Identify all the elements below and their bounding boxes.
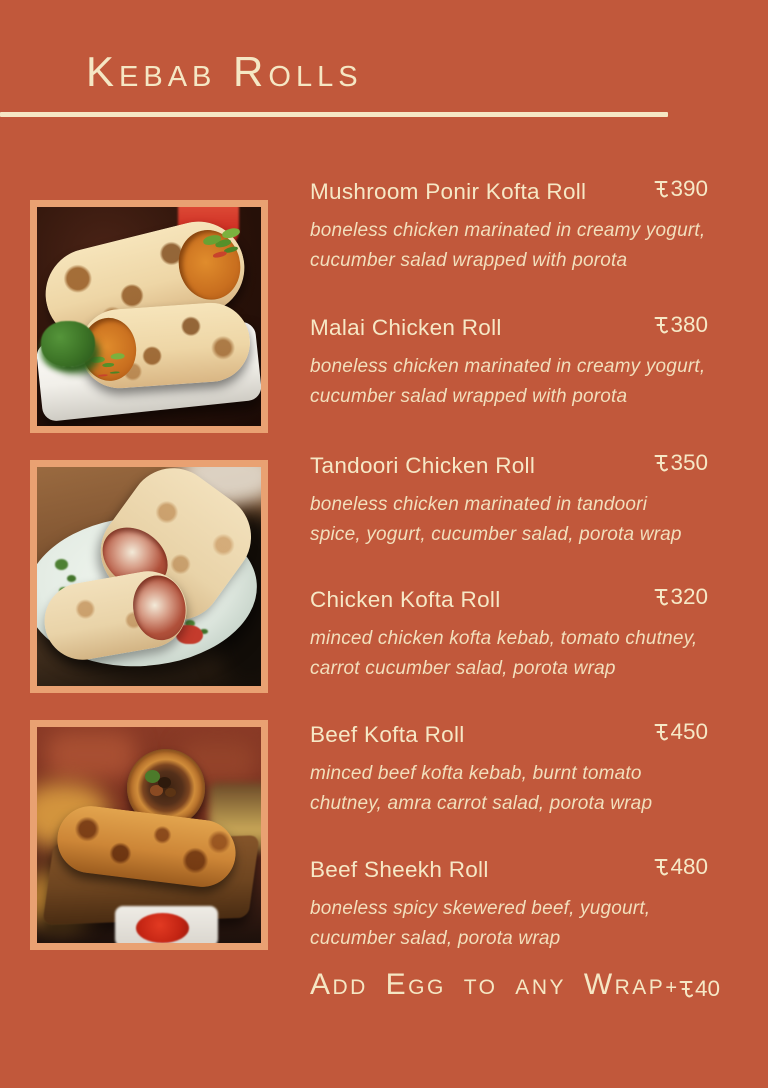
item-description-line: spice, yogurt, cucumber salad, porota wrap	[310, 524, 682, 545]
brick-wall-shape	[46, 731, 136, 779]
menu-item	[310, 312, 708, 412]
item-price-value: 350	[670, 450, 708, 475]
item-description	[310, 490, 708, 550]
item-price	[654, 719, 708, 745]
item-price	[654, 854, 708, 880]
title-underline-rule	[0, 112, 668, 117]
menu-item	[310, 719, 708, 819]
addon-price	[665, 976, 720, 1002]
plus-sign: +	[665, 977, 678, 999]
menu-photo-frame-2	[30, 460, 268, 693]
item-name: Beef Kofta Roll	[310, 722, 465, 747]
item-description-line: boneless chicken marinated in tandoori	[310, 494, 648, 515]
taka-currency-icon	[654, 722, 668, 742]
menu-photo-frame-3	[30, 720, 268, 950]
item-price-value: 390	[670, 176, 708, 201]
item-description	[310, 216, 708, 276]
item-description-line: boneless chicken marinated in creamy yogurt,	[310, 220, 706, 241]
menu-photo-frame-1	[30, 200, 268, 433]
page-title: Kebab Rolls	[86, 48, 363, 95]
item-description-line: boneless chicken marinated in creamy yogurt,	[310, 356, 706, 377]
item-name: Mushroom Ponir Kofta Roll	[310, 179, 587, 204]
item-description-line: minced chicken kofta kebab, tomato chutney,	[310, 628, 698, 649]
taka-currency-icon	[654, 587, 668, 607]
item-price	[654, 450, 708, 476]
item-description	[310, 624, 708, 684]
taka-currency-icon	[654, 179, 668, 199]
addon-price-value: 40	[695, 975, 721, 1001]
item-description	[310, 894, 708, 954]
item-price-value: 480	[670, 854, 708, 879]
item-description-line: chutney, amra carrot salad, porota wrap	[310, 793, 653, 814]
parsley-garnish-shape	[41, 321, 95, 367]
item-price	[654, 312, 708, 338]
item-price-value: 380	[670, 312, 708, 337]
beef-rolls-photo	[37, 727, 261, 943]
item-description-line: cucumber salad wrapped with porota	[310, 386, 628, 407]
wrap-halves-photo	[37, 467, 261, 686]
menu-item	[310, 450, 708, 550]
item-price-value: 320	[670, 584, 708, 609]
chicken-wraps-photo	[37, 207, 261, 426]
item-name: Chicken Kofta Roll	[310, 587, 501, 612]
item-description-line: carrot cucumber salad, porota wrap	[310, 658, 616, 679]
item-name: Malai Chicken Roll	[310, 315, 502, 340]
item-name: Tandoori Chicken Roll	[310, 453, 536, 478]
addon-row	[310, 968, 721, 1002]
ketchup-shape	[136, 913, 190, 943]
taka-currency-icon	[654, 453, 668, 473]
item-price	[654, 176, 708, 202]
item-description-line: boneless spicy skewered beef, yugourt,	[310, 898, 651, 919]
item-price	[654, 584, 708, 610]
salad-bits-shape	[90, 356, 104, 363]
menu-item	[310, 176, 708, 276]
item-description	[310, 759, 708, 819]
taka-currency-icon	[654, 315, 668, 335]
item-description	[310, 352, 708, 412]
menu-item	[310, 584, 708, 684]
addon-label: Add Egg to any Wrap	[310, 968, 666, 1001]
front-wrap-shape	[77, 300, 252, 391]
item-description-line: cucumber salad, porota wrap	[310, 928, 561, 949]
menu-item	[310, 854, 708, 954]
item-name: Beef Sheekh Roll	[310, 857, 489, 882]
taka-currency-icon	[679, 979, 693, 999]
taka-currency-icon	[654, 857, 668, 877]
item-description-line: minced beef kofta kebab, burnt tomato	[310, 763, 642, 784]
item-description-line: cucumber salad wrapped with porota	[310, 250, 628, 271]
item-price-value: 450	[670, 719, 708, 744]
